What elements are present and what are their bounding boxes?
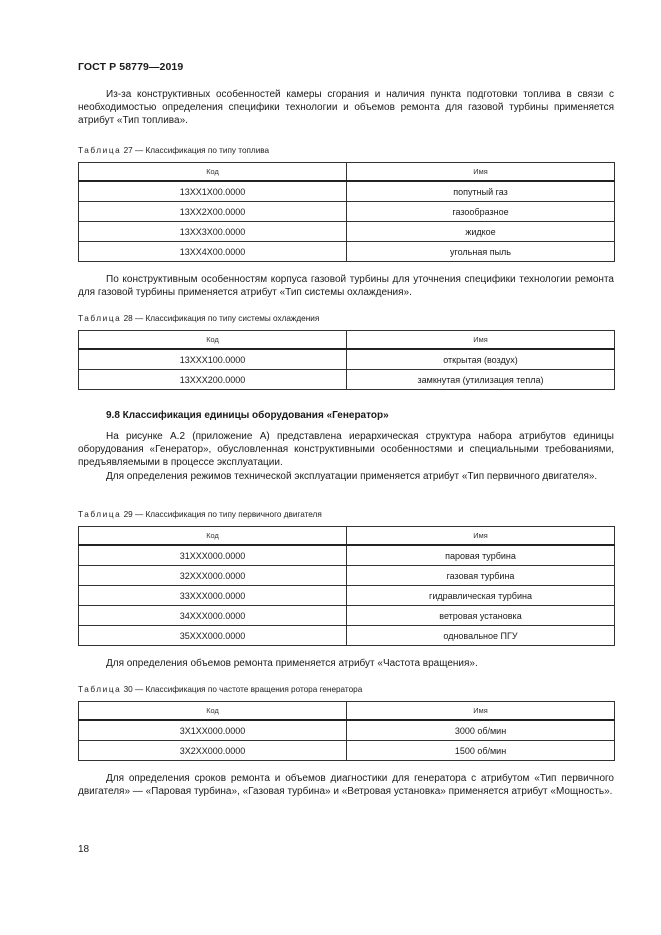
table-30: [78, 701, 615, 761]
paragraph-generator-structure: [78, 430, 614, 483]
cell-code: 35XXX000.0000: [79, 626, 347, 646]
table-27-caption: [78, 146, 269, 156]
cell-name: открытая (воздух): [347, 349, 615, 370]
table-header-row: [79, 702, 615, 721]
paragraph-text: Для определения объемов ремонта применяется атрибут «Частота вращения».: [106, 658, 478, 669]
cell-name: гидравлическая турбина: [347, 586, 615, 606]
paragraph-cooling-type: [78, 273, 614, 299]
cell-code: 13XX2X00.0000: [79, 202, 347, 222]
cell-name: паровая турбина: [347, 545, 615, 566]
column-header-name: Имя: [347, 527, 615, 546]
paragraph-fuel-type: [78, 88, 614, 128]
table-caption-text: 27 — Классификация по типу топлива: [123, 146, 270, 155]
column-header-code: Код: [79, 163, 347, 182]
table-row: [79, 181, 615, 202]
cell-code: 13XX4X00.0000: [79, 242, 347, 262]
table-28: [78, 330, 615, 390]
cell-code: 13XXX100.0000: [79, 349, 347, 370]
table-row: [79, 202, 615, 222]
cell-name: попутный газ: [347, 181, 615, 202]
paragraph-rotation-speed: [78, 657, 614, 670]
table-28-caption: [78, 314, 319, 324]
table-row: [79, 222, 615, 242]
table-caption-text: 30 — Классификация по частоте вращения ротора генератора: [123, 685, 363, 694]
table-row: [79, 566, 615, 586]
table-header-row: [79, 331, 615, 350]
table-29: [78, 526, 615, 646]
section-heading: 9.8 Классификация единицы оборудования «Генератор»: [106, 410, 389, 421]
cell-name: замкнутая (утилизация тепла): [347, 370, 615, 390]
table-label: Таблица: [78, 146, 122, 155]
document-header: ГОСТ Р 58779—2019: [78, 61, 184, 73]
table-row: [79, 545, 615, 566]
paragraph-text: Из-за конструктивных особенностей камеры сгорания и наличия пункта подготовки топлива в связи с необходимостью определения специфики технологии и объемов ремонта для газовой турбины применяется атрибут «Тип топлива».: [78, 89, 614, 127]
column-header-code: Код: [79, 331, 347, 350]
table-row: [79, 370, 615, 390]
cell-code: 3X1XX000.0000: [79, 720, 347, 741]
paragraph-power-attribute: [78, 772, 614, 798]
table-27: [78, 162, 615, 262]
cell-name: угольная пыль: [347, 242, 615, 262]
cell-code: 31XXX000.0000: [79, 545, 347, 566]
table-header-row: [79, 527, 615, 546]
table-row: [79, 242, 615, 262]
cell-name: 1500 об/мин: [347, 741, 615, 761]
page-number: 18: [78, 844, 90, 855]
table-row: [79, 606, 615, 626]
paragraph-text: Для определения режимов технической эксплуатации применяется атрибут «Тип первичного двигателя».: [106, 470, 598, 482]
column-header-name: Имя: [347, 331, 615, 350]
cell-name: ветровая установка: [347, 606, 615, 626]
table-caption-text: 28 — Классификация по типу системы охлаждения: [123, 314, 320, 323]
table-30-caption: [78, 685, 362, 695]
table-caption-text: 29 — Классификация по типу первичного двигателя: [123, 510, 322, 519]
cell-name: 3000 об/мин: [347, 720, 615, 741]
table-row: [79, 720, 615, 741]
column-header-code: Код: [79, 527, 347, 546]
paragraph-text: Для определения сроков ремонта и объемов диагностики для генератора с атрибутом «Тип первичного двигателя» — «Паровая турбина», «Газовая турбина» и «Ветровая установка» применяется атрибут «Мощность».: [78, 773, 614, 798]
cell-name: газообразное: [347, 202, 615, 222]
paragraph-text: На рисунке А.2 (приложение А) представлена иерархическая структура набора атрибутов единицы оборудования «Генератор», обусловленная конструктивными особенностями и специальными требованиями, предъявляемыми в процессе эксплуатации.: [78, 431, 614, 469]
cell-name: газовая турбина: [347, 566, 615, 586]
table-row: [79, 586, 615, 606]
cell-name: жидкое: [347, 222, 615, 242]
table-header-row: [79, 163, 615, 182]
cell-code: 13XX1X00.0000: [79, 181, 347, 202]
cell-code: 34XXX000.0000: [79, 606, 347, 626]
column-header-name: Имя: [347, 163, 615, 182]
cell-code: 33XXX000.0000: [79, 586, 347, 606]
cell-code: 13XXX200.0000: [79, 370, 347, 390]
table-label: Таблица: [78, 314, 122, 323]
table-label: Таблица: [78, 685, 122, 694]
cell-code: 13XX3X00.0000: [79, 222, 347, 242]
table-29-caption: [78, 510, 322, 520]
table-row: [79, 741, 615, 761]
column-header-code: Код: [79, 702, 347, 721]
paragraph-text: По конструктивным особенностям корпуса газовой турбины для уточнения специфики технологии ремонта для газовой турбины применяется атрибут «Тип системы охлаждения».: [78, 274, 614, 299]
cell-name: одновальное ПГУ: [347, 626, 615, 646]
cell-code: 3X2XX000.0000: [79, 741, 347, 761]
column-header-name: Имя: [347, 702, 615, 721]
table-label: Таблица: [78, 510, 122, 519]
table-row: [79, 626, 615, 646]
cell-code: 32XXX000.0000: [79, 566, 347, 586]
table-row: [79, 349, 615, 370]
